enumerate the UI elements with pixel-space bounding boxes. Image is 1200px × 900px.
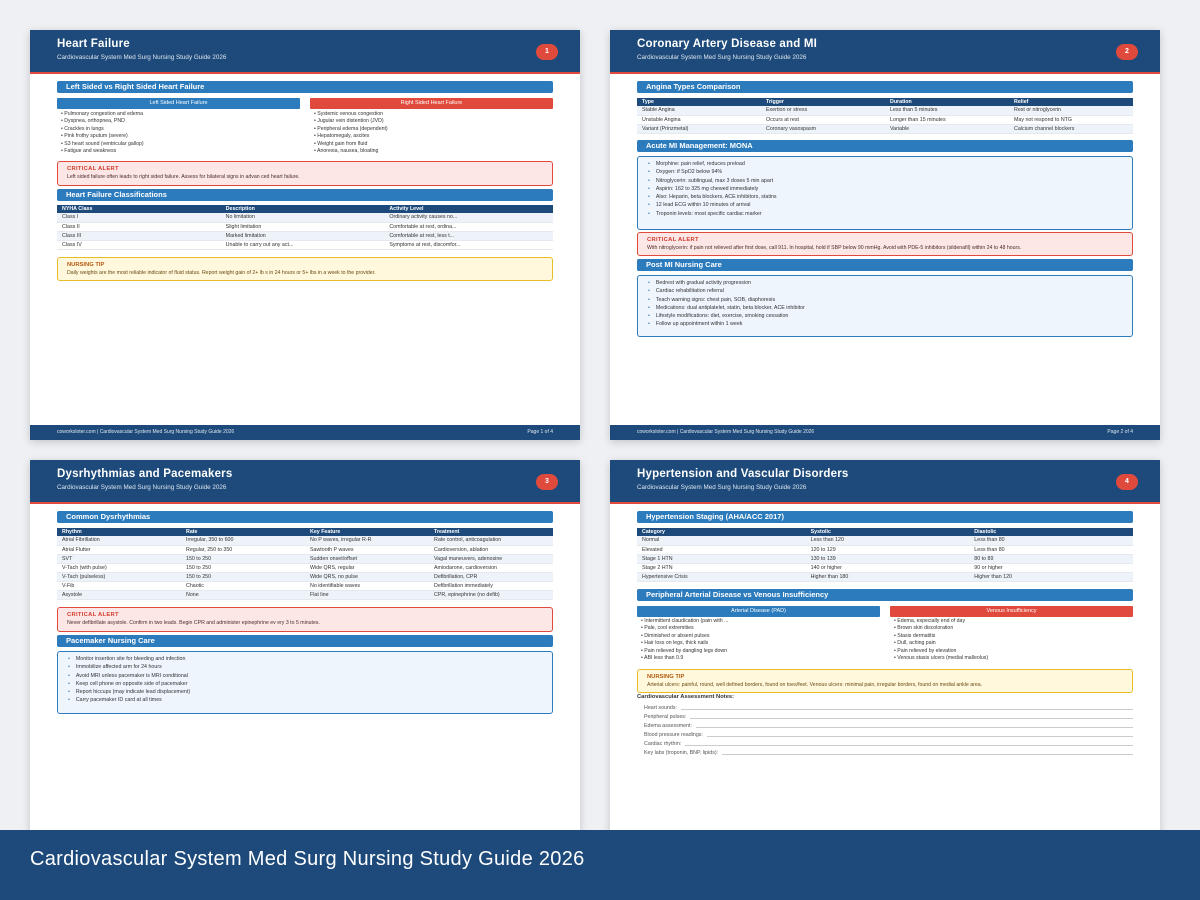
table-cell: Hypertensive Crisis: [637, 572, 806, 581]
list-item: • Lifestyle modifications: diet, exercise, smoking cessation: [648, 312, 1122, 320]
list-item: • Pale, cool extremities: [641, 625, 884, 632]
page-subtitle: Cardiovascular System Med Surg Nursing Study Guide 2026: [57, 54, 227, 61]
table-row: [637, 115, 1133, 124]
table-cell: Coronary vasospasm: [761, 124, 885, 133]
notes-field[interactable]: [637, 747, 1133, 756]
table-cell: Unstable Angina: [637, 115, 761, 124]
table-row: [637, 536, 1133, 545]
list-item: • Teach warning signs: chest pain, SOB, diaphoresis: [648, 296, 1122, 304]
list-item: • Also: Heparin, beta blockers, ACE inhibitors, statins: [648, 193, 1122, 201]
list-item: • Hepatomegaly, ascites: [314, 133, 557, 140]
page-title: Dysrhythmias and Pacemakers: [57, 468, 233, 480]
tip-text: Daily weights are the most reliable indicator of fluid status. Report weight gain of 2+ lb s in 24 hours or 5+ lbs in a week to the provider.: [67, 270, 376, 276]
list-item: • Anorexia, nausea, bloating: [314, 148, 557, 155]
list-item: • Morphine: pain relief, reduces preload: [648, 160, 1122, 168]
notes-label: Heart sounds:: [644, 705, 677, 711]
footer-text: coworksloter.com | Cardiovascular System Med Surg Nursing Study Guide 2026: [57, 429, 235, 435]
list-item: • Intermittent claudication (pain with ...: [641, 618, 884, 625]
list-item: • Crackles in lungs: [61, 126, 304, 133]
table-cell: 150 to 250: [181, 563, 305, 572]
list-item: • Dyspnea, orthopnea, PND: [61, 118, 304, 125]
table-cell: Class I: [57, 213, 221, 222]
list-item: • Follow up appointment within 1 week: [648, 320, 1122, 328]
page-footer: [30, 425, 580, 440]
notes-label: Blood pressure readings:: [644, 732, 703, 738]
table-cell: Wide QRS, regular: [305, 563, 429, 572]
list-item: • Stasis dermatitis: [894, 633, 1137, 640]
section-heading: Post MI Nursing Care: [637, 259, 1133, 271]
notes-field[interactable]: [637, 738, 1133, 747]
page-header: [610, 30, 1160, 74]
critical-alert: [57, 607, 553, 632]
list-item: • Immobilize affected arm for 24 hours: [68, 663, 542, 671]
table-row: [57, 213, 553, 222]
table-cell: Marked limitation: [221, 231, 385, 240]
notes-title: Cardiovascular Assessment Notes:: [637, 694, 735, 700]
list-item: • Report hiccups (may indicate lead displacement): [68, 688, 542, 696]
table-row: [57, 572, 553, 581]
table-cell: SVT: [57, 554, 181, 563]
table-row: [57, 554, 553, 563]
alert-text: Never defibrillate asystole. Confirm in two leads. Begin CPR and administer epinephrine ev ery 3 to 5 minutes.: [67, 620, 320, 626]
page-header: [30, 30, 580, 74]
angina-table: [637, 98, 1133, 134]
list-item: • Diminished or absent pulses: [641, 633, 884, 640]
tip-title: NURSING TIP: [647, 674, 685, 680]
section-heading: Acute MI Management: MONA: [637, 140, 1133, 152]
list-item: • Venous stasis ulcers (medial malleolus): [894, 655, 1137, 662]
assessment-notes: [637, 694, 1133, 756]
table-cell: Sawtooth P waves: [305, 545, 429, 554]
table-cell: Defibrillation immediately: [429, 581, 553, 590]
table-cell: Occurs at rest: [761, 115, 885, 124]
list-item: • Pain relieved by elevation: [894, 648, 1137, 655]
list-item: • Carry pacemaker ID card at all times: [68, 696, 542, 704]
table-header-row: [637, 528, 1133, 536]
footer-text: coworksloter.com | Cardiovascular System Med Surg Nursing Study Guide 2026: [637, 429, 815, 435]
page-title: Heart Failure: [57, 38, 130, 50]
table-cell: Cardioversion, ablation: [429, 545, 553, 554]
alert-title: CRITICAL ALERT: [67, 166, 119, 172]
table-cell: 140 or higher: [806, 563, 970, 572]
venous-list: [894, 618, 1137, 662]
table-row: [57, 545, 553, 554]
section-heading: Common Dysrhythmias: [57, 511, 553, 523]
table-cell: Higher than 180: [806, 572, 970, 581]
list-item: • Aspirin: 162 to 325 mg chewed immediately: [648, 185, 1122, 193]
table-cell: Stable Angina: [637, 106, 761, 115]
list-item: • Nitroglycerin: sublingual, max 3 doses 5 min apart: [648, 177, 1122, 185]
column-header: Description: [221, 205, 385, 213]
column-header: Rate: [181, 528, 305, 536]
table-cell: Exertion or stress: [761, 106, 885, 115]
list-item: • Medications: dual antiplatelet, statin, beta blocker, ACE inhibitor: [648, 304, 1122, 312]
page-2: [610, 30, 1160, 440]
table-cell: Wide QRS, no pulse: [305, 572, 429, 581]
table-row: [637, 563, 1133, 572]
table-cell: Atrial Flutter: [57, 545, 181, 554]
column-header: Duration: [885, 98, 1009, 106]
table-row: [57, 563, 553, 572]
section-heading: Hypertension Staging (AHA/ACC 2017): [637, 511, 1133, 523]
column-header: NYHA Class: [57, 205, 221, 213]
table-cell: Regular, 250 to 350: [181, 545, 305, 554]
list-item: • ABI less than 0.9: [641, 655, 884, 662]
table-cell: Variable: [885, 124, 1009, 133]
section-heading: Pacemaker Nursing Care: [57, 635, 553, 647]
page-subtitle: Cardiovascular System Med Surg Nursing Study Guide 2026: [57, 484, 227, 491]
write-line: [690, 718, 1133, 719]
table-header-row: [57, 205, 553, 213]
write-line: [696, 727, 1133, 728]
column-header: Systolic: [806, 528, 970, 536]
notes-field[interactable]: [637, 711, 1133, 720]
column-heading-left: Left Sided Heart Failure: [57, 98, 300, 109]
table-row: [57, 581, 553, 590]
list-item: • Cardiac rehabilitation referral: [648, 287, 1122, 295]
notes-field[interactable]: [637, 729, 1133, 738]
page-number-badge: 4: [1116, 474, 1138, 490]
table-cell: None: [181, 590, 305, 599]
table-cell: No identifiable waves: [305, 581, 429, 590]
nyha-table: [57, 205, 553, 250]
table-cell: Normal: [637, 536, 806, 545]
list-item: • Systemic venous congestion: [314, 111, 557, 118]
column-header: Treatment: [429, 528, 553, 536]
table-cell: No limitation: [221, 213, 385, 222]
table-row: [57, 231, 553, 240]
list-item: • Weight gain from fluid: [314, 141, 557, 148]
column-header: Trigger: [761, 98, 885, 106]
table-cell: Chaotic: [181, 581, 305, 590]
tip-text: Arterial ulcers: painful, round, well defined borders, found on toes/feet. Venous ulcers: minimal pain, irregular borders, found on medial ankle area.: [647, 682, 983, 688]
nursing-tip: [637, 669, 1133, 693]
list-item: • Bedrest with gradual activity progression: [648, 279, 1122, 287]
footer-page-label: Page 2 of 4: [1107, 429, 1133, 435]
section-heading: Heart Failure Classifications: [57, 189, 553, 201]
table-row: [57, 222, 553, 231]
notes-field[interactable]: [637, 702, 1133, 711]
table-row: [637, 545, 1133, 554]
section-heading: Peripheral Arterial Disease vs Venous Insufficiency: [637, 589, 1133, 601]
list-item: • Pulmonary congestion and edema: [61, 111, 304, 118]
dysrhythmia-table: [57, 528, 553, 600]
list-item: • Pain relieved by dangling legs down: [641, 648, 884, 655]
notes-label: Peripheral pulses:: [644, 714, 687, 720]
notes-label: Cardiac rhythm:: [644, 741, 682, 747]
write-line: [685, 745, 1133, 746]
alert-title: CRITICAL ALERT: [67, 612, 119, 618]
table-cell: 120 to 129: [806, 545, 970, 554]
table-cell: 130 to 139: [806, 554, 970, 563]
list-item: • Dull, aching pain: [894, 640, 1137, 647]
table-cell: Stage 1 HTN: [637, 554, 806, 563]
table-row: [637, 572, 1133, 581]
write-line: [681, 709, 1133, 710]
table-cell: Longer than 15 minutes: [885, 115, 1009, 124]
list-item: • Peripheral edema (dependent): [314, 126, 557, 133]
table-header-row: [57, 528, 553, 536]
footer-page-label: Page 1 of 4: [527, 429, 553, 435]
table-cell: Irregular, 350 to 600: [181, 536, 305, 545]
tip-title: NURSING TIP: [67, 262, 105, 268]
table-cell: Ordinary activity causes no...: [384, 213, 553, 222]
critical-alert: [637, 232, 1133, 256]
nursing-tip: [57, 257, 553, 281]
left-sided-list: [61, 111, 304, 155]
list-item: • Oxygen: if SpO2 below 94%: [648, 168, 1122, 176]
table-cell: Sudden onset/offset: [305, 554, 429, 563]
table-cell: Higher than 120: [969, 572, 1133, 581]
table-cell: Class IV: [57, 240, 221, 249]
column-heading-right: Right Sided Heart Failure: [310, 98, 553, 109]
table-cell: Defibrillation, CPR: [429, 572, 553, 581]
table-cell: Stage 2 HTN: [637, 563, 806, 572]
column-header: Activity Level: [384, 205, 553, 213]
page-number-badge: 1: [536, 44, 558, 60]
alert-text: With nitroglycerin: if pain not relieved after first dose, call 911. In hospital, hold if SBP below 90 mmHg. Avoid with PDE-5 inhibitors (sildenafil) within 24 to 48 hours.: [647, 245, 1022, 251]
alert-title: CRITICAL ALERT: [647, 237, 699, 243]
write-line: [722, 754, 1133, 755]
table-cell: 90 or higher: [969, 563, 1133, 572]
table-cell: Variant (Prinzmetal): [637, 124, 761, 133]
table-cell: Class III: [57, 231, 221, 240]
column-heading-left: Arterial Disease (PAD): [637, 606, 880, 617]
section-heading: Angina Types Comparison: [637, 81, 1133, 93]
page-subtitle: Cardiovascular System Med Surg Nursing Study Guide 2026: [637, 54, 807, 61]
table-cell: Elevated: [637, 545, 806, 554]
list-item: • S3 heart sound (ventricular gallop): [61, 141, 304, 148]
column-heading-right: Venous Insufficiency: [890, 606, 1133, 617]
column-header: Relief: [1009, 98, 1133, 106]
hypertension-table: [637, 528, 1133, 582]
table-header-row: [637, 98, 1133, 106]
list-item: • 12 lead ECG within 10 minutes of arrival: [648, 201, 1122, 209]
table-cell: Less than 80: [969, 536, 1133, 545]
list-item: • Edema, especially end of day: [894, 618, 1137, 625]
table-cell: May not respond to NTG: [1009, 115, 1133, 124]
notes-label: Edema assessment:: [644, 723, 692, 729]
table-cell: V-Fib: [57, 581, 181, 590]
table-cell: Unable to carry out any act...: [221, 240, 385, 249]
table-cell: Vagal maneuvers, adenosine: [429, 554, 553, 563]
right-sided-list: [314, 111, 557, 155]
table-cell: Less than 120: [806, 536, 970, 545]
column-header: Key Feature: [305, 528, 429, 536]
table-cell: Slight limitation: [221, 222, 385, 231]
page-title: Hypertension and Vascular Disorders: [637, 468, 849, 480]
table-cell: Flat line: [305, 590, 429, 599]
table-cell: Rate control, anticoagulation: [429, 536, 553, 545]
column-header: Diastolic: [969, 528, 1133, 536]
mona-list-box: [637, 156, 1133, 230]
table-cell: V-Tach (with pulse): [57, 563, 181, 572]
list-item: • Fatigue and weakness: [61, 148, 304, 155]
table-row: [57, 590, 553, 599]
table-cell: CPR, epinephrine (no defib): [429, 590, 553, 599]
table-cell: Rest or nitroglycerin: [1009, 106, 1133, 115]
list-item: • Avoid MRI unless pacemaker is MRI conditional: [68, 672, 542, 680]
table-cell: No P waves, irregular R-R: [305, 536, 429, 545]
table-row: [57, 240, 553, 249]
page-number-badge: 2: [1116, 44, 1138, 60]
list-item: • Troponin levels: most specific cardiac marker: [648, 210, 1122, 218]
notes-field[interactable]: [637, 720, 1133, 729]
column-header: Type: [637, 98, 761, 106]
table-cell: Less than 5 minutes: [885, 106, 1009, 115]
table-cell: Asystole: [57, 590, 181, 599]
alert-text: Left sided failure often leads to right sided failure. Assess for bilateral signs in advan ced heart failure.: [67, 174, 300, 180]
page-number-badge: 3: [536, 474, 558, 490]
table-cell: Less than 80: [969, 545, 1133, 554]
table-cell: Symptoms at rest, discomfor...: [384, 240, 553, 249]
page-title: Coronary Artery Disease and MI: [637, 38, 818, 50]
notes-label: Key labs (troponin, BNP, lipids):: [644, 750, 719, 756]
table-row: [637, 106, 1133, 115]
table-row: [57, 536, 553, 545]
arterial-list: [641, 618, 884, 662]
table-row: [637, 554, 1133, 563]
list-item: • Brown skin discoloration: [894, 625, 1137, 632]
table-cell: Comfortable at rest, less t...: [384, 231, 553, 240]
table-cell: V-Tach (pulseless): [57, 572, 181, 581]
page-header: [30, 460, 580, 504]
page-1: [30, 30, 580, 440]
post-mi-care-box: [637, 275, 1133, 337]
page-subtitle: Cardiovascular System Med Surg Nursing Study Guide 2026: [637, 484, 807, 491]
table-cell: Atrial Fibrillation: [57, 536, 181, 545]
column-header: Category: [637, 528, 806, 536]
table-cell: Class II: [57, 222, 221, 231]
write-line: [707, 736, 1133, 737]
critical-alert: [57, 161, 553, 186]
table-cell: 150 to 250: [181, 554, 305, 563]
bottom-banner-title: Cardiovascular System Med Surg Nursing Study Guide 2026: [0, 830, 1200, 900]
list-item: • Monitor insertion site for bleeding and infection: [68, 655, 542, 663]
column-header: Rhythm: [57, 528, 181, 536]
page-header: [610, 460, 1160, 504]
table-cell: Calcium channel blockers: [1009, 124, 1133, 133]
list-item: • Pink frothy sputum (severe): [61, 133, 304, 140]
table-cell: 150 to 250: [181, 572, 305, 581]
table-cell: 80 to 89: [969, 554, 1133, 563]
section-heading: Left Sided vs Right Sided Heart Failure: [57, 81, 553, 93]
table-cell: Amiodarone, cardioversion: [429, 563, 553, 572]
list-item: • Hair loss on legs, thick nails: [641, 640, 884, 647]
table-cell: Comfortable at rest, ordina...: [384, 222, 553, 231]
list-item: • Jugular vein distention (JVD): [314, 118, 557, 125]
pacemaker-care-box: [57, 651, 553, 714]
page-footer: [610, 425, 1160, 440]
table-row: [637, 124, 1133, 133]
list-item: • Keep cell phone on opposite side of pacemaker: [68, 680, 542, 688]
